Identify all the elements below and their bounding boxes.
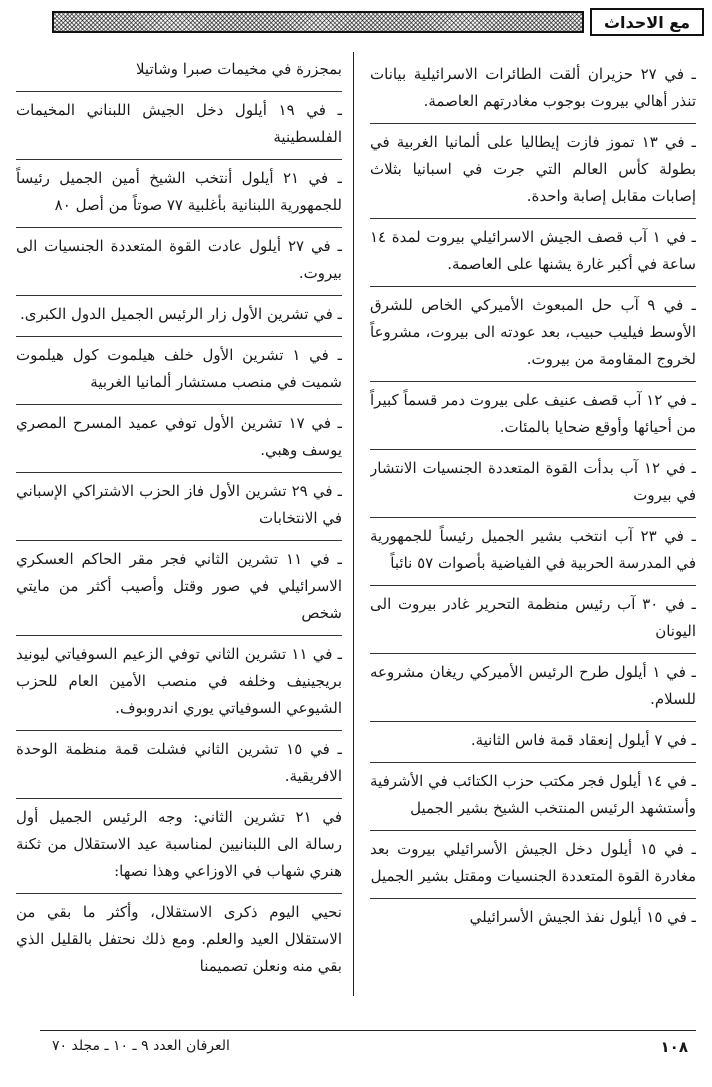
header-pattern-bar bbox=[52, 11, 584, 33]
page-number: ١٠٨ bbox=[660, 1038, 688, 1056]
event-entry: ـ في ٩ آب حل المبعوث الأميركي الخاص للشرق الأوسط فيليب حبيب، بعد عودته الى بيروت، مشروعاً لخروج المقاومة من بيروت. bbox=[370, 287, 696, 382]
event-entry: ـ في ١١ تشرين الثاني فجر مقر الحاكم العسكري الاسرائيلي في صور وقتل وأصيب أكثر من مايتي شخص bbox=[16, 541, 342, 636]
event-entry: ـ في ١٥ تشرين الثاني فشلت قمة منظمة الوحدة الافريقية. bbox=[16, 731, 342, 799]
event-entry: ـ في ١٣ تموز فازت إيطاليا على ألمانيا الغربية في بطولة كأس العالم التي جرت في اسبانيا بثلاث إصابات مقابل إصابة واحدة. bbox=[370, 124, 696, 219]
event-entry: ـ في ١٢ آب بدأت القوة المتعددة الجنسيات الانتشار في بيروت bbox=[370, 450, 696, 518]
event-entry: ـ في ١٢ آب قصف عنيف على بيروت دمر قسماً كبيراً من أحيائها وأوقع ضحايا بالمئات. bbox=[370, 382, 696, 450]
event-entry: ـ في ٧ أيلول إنعقاد قمة فاس الثانية. bbox=[370, 722, 696, 763]
section-title: مع الاحداث bbox=[590, 8, 704, 36]
left-column bbox=[16, 56, 342, 992]
event-entry: نحيي اليوم ذكرى الاستقلال، وأكثر ما بقي من الاستقلال العيد والعلم. ومع ذلك نحتفل بالقليل الذي بقي منه ونعلن تصميمنا bbox=[16, 903, 342, 975]
event-entry: ـ في ٢٣ آب انتخب بشير الجميل رئيساً للجمهورية في المدرسة الحربية في الفياضية بأصوات ٥٧ نائباً bbox=[370, 518, 696, 586]
event-entry: ـ في ١٤ أيلول فجر مكتب حزب الكتائب في الأشرفية وأستشهد الرئيس المنتخب الشيخ بشير الجميل bbox=[370, 763, 696, 831]
event-entry: ـ في ١٧ تشرين الأول توفي عميد المسرح المصري يوسف وهبي. bbox=[16, 405, 342, 473]
event-entry: ـ في تشرين الأول زار الرئيس الجميل الدول الكبرى. bbox=[16, 296, 342, 337]
event-entry: ـ في ١ أيلول طرح الرئيس الأميركي ريغان مشروعه للسلام. bbox=[370, 654, 696, 722]
event-entry: ـ في ٢١ أيلول أنتخب الشيخ أمين الجميل رئيساً للجمهورية اللبنانية بأغلبية ٧٧ صوتاً من أصل ٨٠ bbox=[16, 160, 342, 228]
right-column bbox=[370, 56, 696, 992]
event-entry: ـ في ٢٧ حزيران ألقت الطائرات الاسرائيلية بيانات تنذر أهالي بيروت بوجوب مغادرتهم العاصمة. bbox=[370, 56, 696, 124]
event-entry: ـ في ١٥ أيلول دخل الجيش الأسرائيلي بيروت بعد مغادرة القوة المتعددة الجنسيات ومقتل بشير الجميل bbox=[370, 831, 696, 899]
event-entry: في ٢١ تشرين الثاني: وجه الرئيس الجميل أول رسالة الى اللبنانيين لمناسبة عيد الاستقلال من ثكنة هنري شهاب في الاوزاعي وهذا نصها: bbox=[16, 799, 342, 894]
event-entry: ـ في ١ تشرين الأول خلف هيلموت كول هيلموت شميت في منصب مستشار ألمانيا الغربية bbox=[16, 337, 342, 405]
footer-rule bbox=[40, 1030, 696, 1031]
section-header bbox=[52, 8, 704, 36]
event-entry: ـ في ٢٩ تشرين الأول فاز الحزب الاشتراكي الإسباني في الانتخابات bbox=[16, 473, 342, 541]
event-entry: ـ في ١٩ أيلول دخل الجيش اللبناني المخيمات الفلسطينية bbox=[16, 92, 342, 160]
event-entry: ـ في ٣٠ آب رئيس منظمة التحرير غادر بيروت الى اليونان bbox=[370, 586, 696, 654]
event-entry: ـ في ١١ تشرين الثاني توفي الزعيم السوفياتي ليونيد بريجينيف وخلفه في منصب الأمين العام للحزب الشيوعي السوفياتي يوري اندروبوف. bbox=[16, 636, 342, 731]
column-divider bbox=[353, 52, 354, 996]
event-entry: بمجزرة في مخيمات صبرا وشاتيلا bbox=[16, 56, 342, 92]
event-entry: ـ في ٢٧ أيلول عادت القوة المتعددة الجنسيات الى بيروت. bbox=[16, 228, 342, 296]
event-entry: ـ في ١٥ أيلول نفذ الجيش الأسرائيلي bbox=[469, 908, 696, 926]
journal-info: العرفان العدد ٩ ـ ١٠ ـ مجلد ٧٠ bbox=[52, 1038, 230, 1054]
event-entry: ـ في ١ آب قصف الجيش الاسرائيلي بيروت لمدة ١٤ ساعة في أكبر غارة يشنها على العاصمة. bbox=[370, 219, 696, 287]
